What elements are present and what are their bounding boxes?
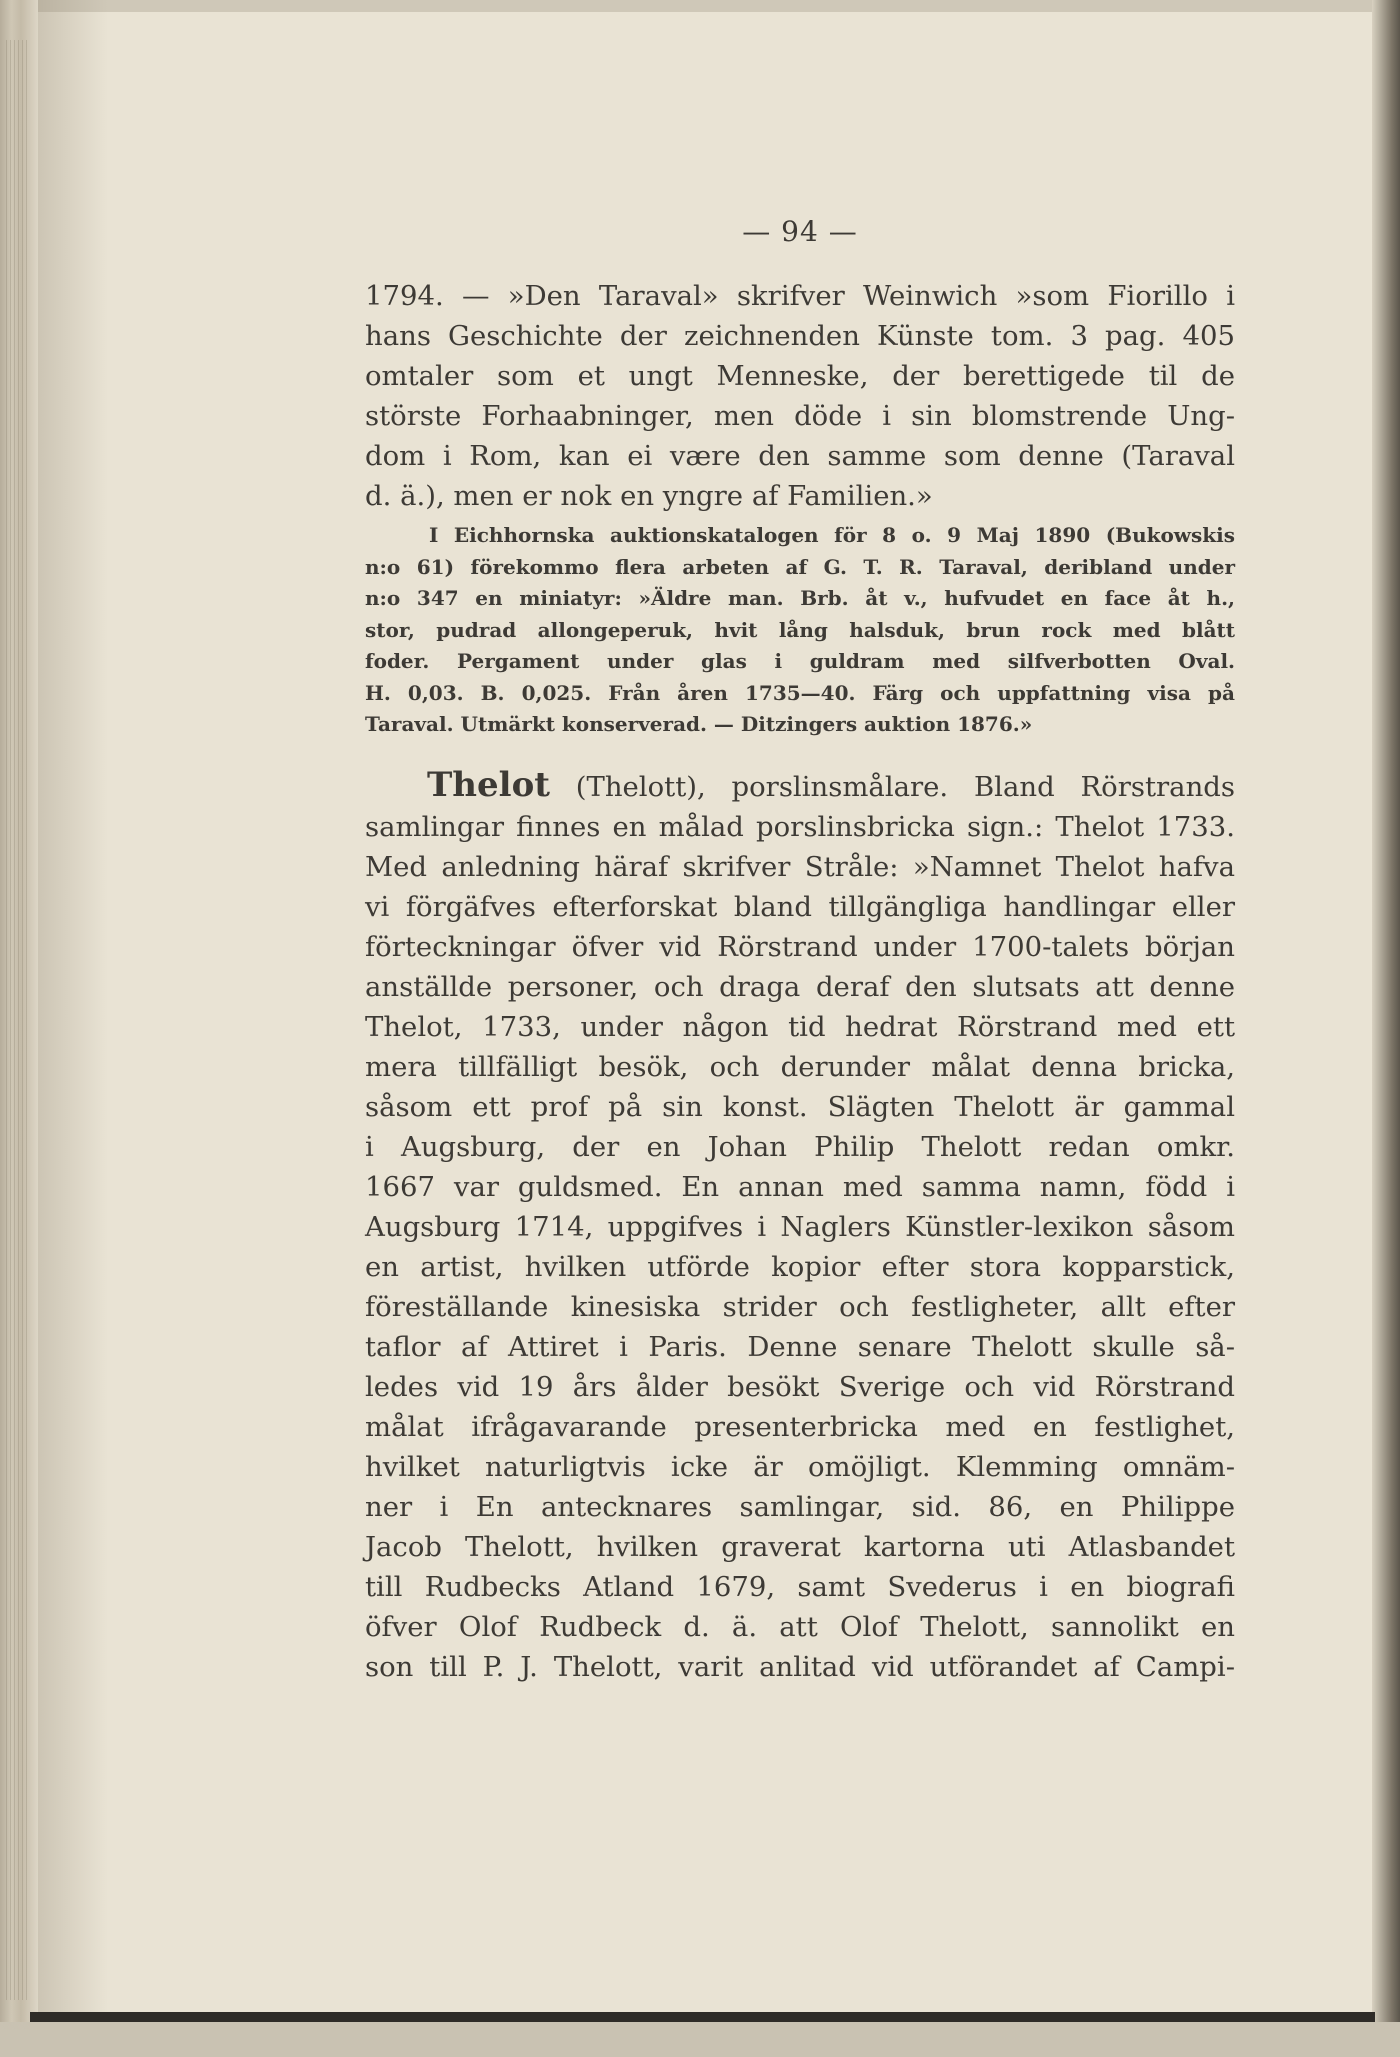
text-line: Jacob Thelott, hvilken graverat kartorna uti Atlasbandet — [365, 1530, 1235, 1563]
text-line: hans Geschichte der zeichnenden Künste tom. 3 pag. 405 — [365, 320, 1235, 352]
note-eichhorn-catalogue — [365, 520, 1235, 741]
entry-first-line — [365, 765, 1235, 807]
note-line: n:o 61) förekommo flera arbeten af G. T. R. Taraval, deribland under — [365, 554, 1235, 579]
page-top-edge — [0, 0, 1400, 12]
text-line: ner i En antecknares samlingar, sid. 86, en Philippe — [365, 1490, 1235, 1523]
entry-thelot — [365, 765, 1235, 1687]
text-line: i Augsburg, der en Johan Philip Thelott redan omkr. — [365, 1130, 1235, 1163]
note-line: H. 0,03. B. 0,025. Från åren 1735—40. Färg och uppfattning visa på — [365, 680, 1235, 705]
note-line: stor, pudrad allongeperuk, hvit lång halsduk, brun rock med blått — [365, 617, 1235, 642]
text-line: mera tillfälligt besök, och derunder målat denna bricka, — [365, 1050, 1235, 1083]
text-line: målat ifrågavarande presenterbricka med en festlighet, — [365, 1410, 1235, 1443]
text-line: Thelot, 1733, under någon tid hedrat Rörstrand med ett — [365, 1010, 1235, 1043]
text-line: anställde personer, och draga deraf den slutsats att denne — [365, 970, 1235, 1003]
book-binding — [0, 0, 38, 2057]
note-line: n:o 347 en miniatyr: »Äldre man. Brb. åt v., hufvudet en face åt h., — [365, 586, 1235, 610]
text-line: förteckningar öfver vid Rörstrand under 1700-talets början — [365, 930, 1235, 963]
text-line: föreställande kinesiska strider och festligheter, allt efter — [365, 1290, 1235, 1323]
note-line: Taraval. Utmärkt konserverad. — Ditzingers auktion 1876.» — [365, 712, 1033, 736]
text-line: hvilket naturligtvis icke är omöjligt. Klemming omnäm- — [365, 1450, 1235, 1483]
text-line: d. ä.), men er nok en yngre af Familien.» — [365, 480, 933, 512]
paragraph-taraval-continued — [365, 276, 1235, 516]
text-line: såsom ett prof på sin konst. Slägten Thelott är gammal — [365, 1090, 1235, 1123]
text-line: 1794. — »Den Taraval» skrifver Weinwich »som Fiorillo i — [365, 280, 1235, 312]
text-line: Med anledning häraf skrifver Stråle: »Namnet Thelot hafva — [365, 850, 1235, 883]
scan-margin-bottom — [0, 2022, 1400, 2057]
page-right-edge — [1372, 0, 1400, 2057]
gutter-shadow — [38, 0, 108, 2057]
text-line: omtaler som et ungt Menneske, der berettigede til de — [365, 360, 1235, 392]
text-line: vi förgäfves efterforskat bland tillgängliga handlingar eller — [365, 890, 1235, 923]
note-line: foder. Pergament under glas i guldram med silfverbotten Oval. — [365, 649, 1235, 673]
text-line: taflor af Attiret i Paris. Denne senare Thelott skulle så- — [365, 1330, 1235, 1363]
text-line: en artist, hvilken utförde kopior efter stora kopparstick, — [365, 1250, 1235, 1283]
text-line: till Rudbecks Atland 1679, samt Svederus i en biografi — [365, 1570, 1235, 1603]
headword-rest: (Thelott), porslinsmålare. Bland Rörstrands — [575, 770, 1235, 803]
text-line: ledes vid 19 års ålder besökt Sverige och vid Rörstrand — [365, 1370, 1235, 1403]
text-line: 1667 var guldsmed. En annan med samma namn, född i — [365, 1170, 1235, 1203]
text-line: son till P. J. Thelott, varit anlitad vid utförandet af Campi- — [365, 1650, 1235, 1683]
note-line: I Eichhornska auktionskatalogen för 8 o. 9 Maj 1890 (Bukowskis — [429, 523, 1235, 547]
text-line: öfver Olof Rudbeck d. ä. att Olof Thelott, sannolikt en — [365, 1610, 1235, 1643]
text-line: Augsburg 1714, uppgifves i Naglers Künstler-lexikon såsom — [365, 1210, 1235, 1243]
headword: Thelot — [427, 764, 550, 805]
text-line: dom i Rom, kan ei være den samme som denne (Taraval — [365, 440, 1235, 472]
text-block — [365, 215, 1235, 1687]
binding-texture — [6, 40, 30, 2000]
text-line: störste Forhaabninger, men döde i sin blomstrende Ung- — [365, 400, 1235, 432]
page-bottom-edge — [30, 2012, 1375, 2022]
text-line: samlingar finnes en målad porslinsbricka sign.: Thelot 1733. — [365, 810, 1235, 843]
page-number: — 94 — — [742, 215, 858, 248]
